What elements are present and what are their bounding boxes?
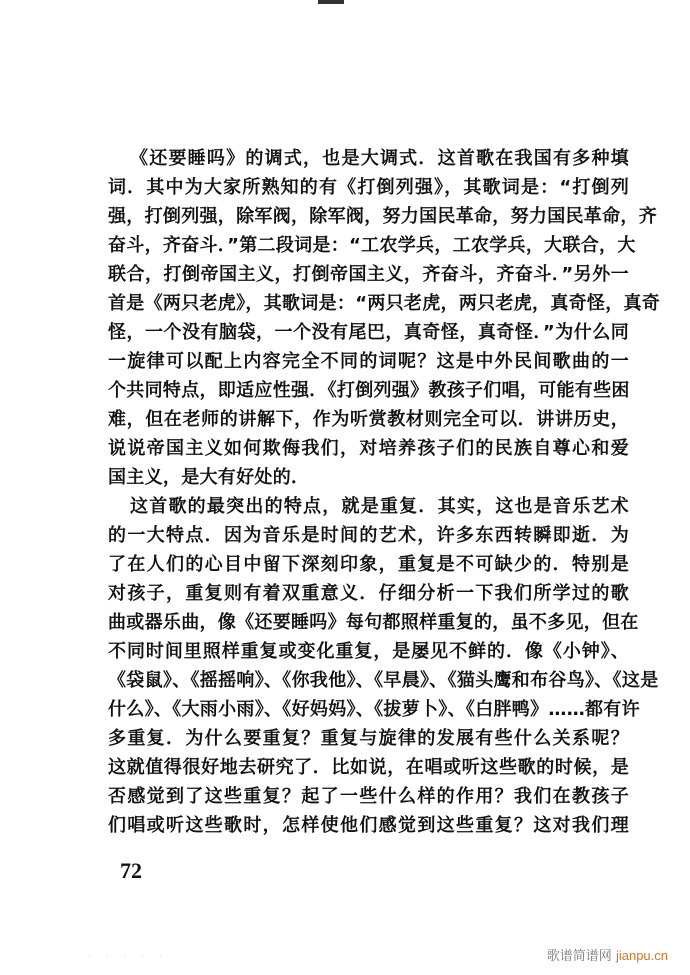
text-line: 不同时间里照样重复或变化重复，是屡见不鲜的．像《小钟》、	[108, 641, 629, 662]
text-line: 否感觉到了这些重复？起了一些什么样的作用？我们在教孩子	[108, 786, 629, 807]
paragraph-2	[108, 492, 659, 840]
watermark	[547, 945, 668, 964]
text-line: 的一大特点．因为音乐是时间的艺术，许多东西转瞬即逝．为	[108, 525, 629, 546]
paragraph-1	[108, 144, 661, 492]
text-line: 联合，打倒帝国主义，打倒帝国主义，齐奋斗，齐奋斗．”另外一	[108, 264, 629, 285]
text-line: 奋斗，齐奋斗．”第二段词是：“工农学兵，工农学兵，大联合，大	[108, 235, 636, 256]
text-line: 这首歌的最突出的特点，就是重复．其实，这也是音乐艺术	[130, 496, 629, 517]
text-line: 多重复．为什么要重复？重复与旋律的发展有些什么关系呢？	[108, 728, 629, 749]
text-line: 个共同特点，即适应性强．《打倒列强》教孩子们唱，可能有些困	[108, 380, 630, 401]
text-line: 了在人们的心目中留下深刻印象，重复是不可缺少的．特别是	[108, 554, 629, 575]
text-line: 《还要睡吗》的调式，也是大调式．这首歌在我国有多种填	[130, 148, 629, 169]
text-line: 强，打倒列强，除军阀，除军阀，努力国民革命，努力国民革命，齐	[108, 206, 657, 227]
text-line: 这就值得很好地去研究了．比如说，在唱或听这些歌的时候，是	[108, 757, 629, 778]
watermark-site: jianpu.cn	[615, 948, 668, 963]
text-line: 国主义，是大有好处的．	[108, 467, 310, 488]
page-number: 72	[120, 858, 142, 883]
text-line: 们唱或听这些歌时，怎样使他们感觉到这些重复？这对我们理	[108, 815, 629, 836]
watermark-cn: 歌谱简谱网	[546, 949, 612, 964]
text-line: 对孩子，重复则有着双重意义．仔细分析一下我们所学过的歌	[108, 583, 629, 604]
text-line: 一旋律可以配上内容完全不同的词呢？这是中外民间歌曲的一	[108, 351, 629, 372]
text-line: 曲或器乐曲，像《还要睡吗》每句都照样重复的，虽不多见，但在	[108, 612, 639, 633]
text-line: 说说帝国主义如何欺侮我们，对培养孩子们的民族自尊心和爱	[108, 438, 629, 459]
scan-artifact-dots: · · · · ·	[88, 952, 168, 962]
text-line: 词．其中为大家所熟知的有《打倒列强》，其歌词是：“打倒列	[108, 177, 629, 198]
text-line: 怪，一个没有脑袋，一个没有尾巴，真奇怪，真奇怪．”为什么同	[108, 322, 629, 343]
text-line: 首是《两只老虎》，其歌词是：“两只老虎，两只老虎，真奇怪，真奇	[108, 293, 661, 314]
body-text	[108, 144, 661, 840]
scan-artifact-top	[318, 0, 344, 4]
text-line: 《袋鼠》、《摇摇响》、《你我他》、《早晨》、《猫头鹰和布谷鸟》、《这是	[108, 670, 659, 691]
text-line: 什么》、《大雨小雨》、《好妈妈》、《拔萝卜》、《白胖鸭》……都有许	[108, 699, 640, 720]
text-line: 难，但在老师的讲解下，作为听赏教材则完全可以．讲讲历史，	[108, 409, 629, 430]
